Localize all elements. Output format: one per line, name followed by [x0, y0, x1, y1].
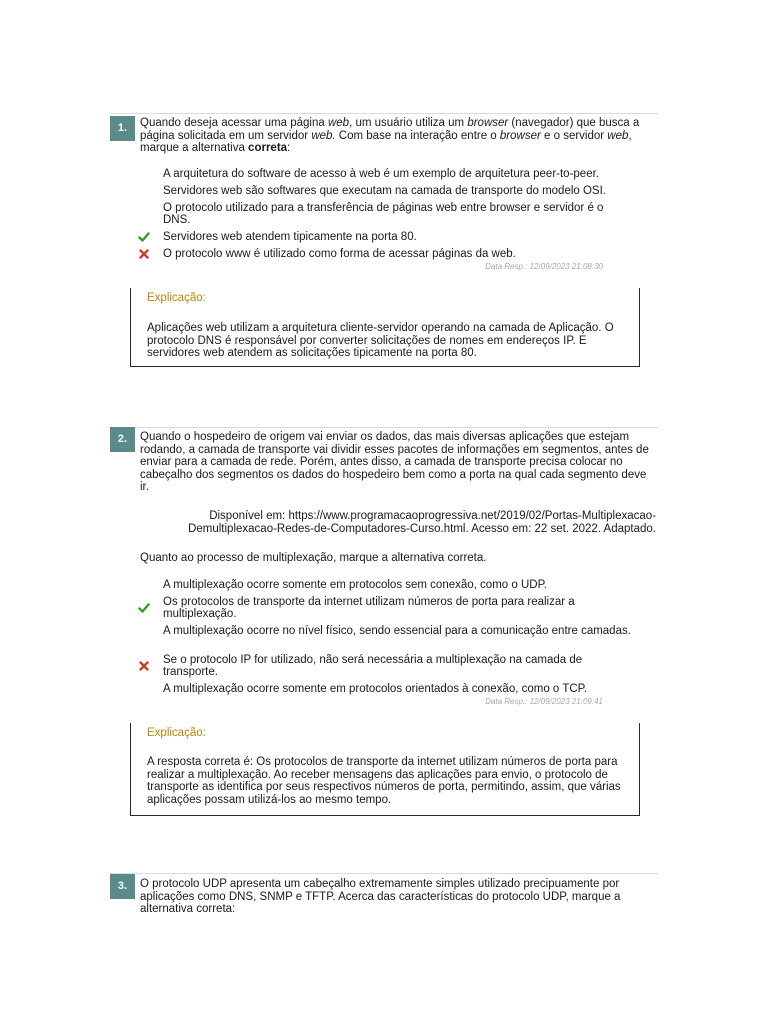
option-b[interactable]: Servidores web são softwares que executam na camada de transporte do modelo OSI. — [163, 185, 606, 197]
x-icon — [138, 660, 150, 672]
explanation-text: A resposta correta é: Os protocolos de transporte da internet utilizam números de porta para realizar a multiplexação. Ao receber mensagens das aplicações para envio, o protocolo de transporte as identifica por seus respectivos números de porta, permitindo, assim, que várias aplicações possam utilizá-los ao mesmo tempo. — [147, 756, 621, 806]
option-c[interactable]: A multiplexação ocorre no nível físico, sendo essencial para a comunicação entre camadas. — [163, 625, 631, 637]
question-statement: Quanto ao processo de multiplexação, marque a alternativa correta. — [140, 552, 487, 564]
explanation-title: Explicação: — [147, 727, 206, 739]
explanation-box — [130, 723, 640, 816]
option-d[interactable]: Se o protocolo IP for utilizado, não será necessária a multiplexação na camada de transporte. — [163, 654, 583, 679]
option-e[interactable]: O protocolo www é utilizado como forma de acessar páginas da web. — [163, 248, 516, 260]
source-citation: Disponível em: https://www.programacaoprogressiva.net/2019/02/Portas-Multiplexacao-Demultiplexacao-Redes-de-Computadores-Curso.html. Acesso em: 22 set. 2022. Adaptado. — [188, 510, 656, 535]
question-number: 2. — [110, 427, 135, 452]
option-a[interactable]: A multiplexação ocorre somente em protocolos sem conexão, como o UDP. — [163, 579, 547, 591]
question-prompt: Quando deseja acessar uma página web, um usuário utiliza um browser (navegador) que busca a página solicitada em um servidor web. Com base na interação entre o browser e o servidor web, marque a alternativa correta: — [140, 117, 640, 155]
option-d[interactable]: Servidores web atendem tipicamente na porta 80. — [163, 231, 417, 243]
question-divider — [110, 113, 658, 114]
question-number: 1. — [110, 116, 135, 141]
question-prompt: Quando o hospedeiro de origem vai enviar os dados, das mais diversas aplicações que estejam rodando, a camada de transporte vai dividir esses pacotes de informações em segmentos, antes de enviar para a camada de rede. Porém, antes disso, a camada de transporte precisa colocar no cabeçalho dos segmentos os dados do hospedeiro bem como a porta na qual cada segmento deve ir. — [140, 431, 649, 494]
option-e[interactable]: A multiplexação ocorre somente em protocolos orientados à conexão, como o TCP. — [163, 683, 588, 695]
option-b[interactable]: Os protocolos de transporte da internet utilizam números de porta para realizar a multiplexação. — [163, 596, 575, 621]
response-date: Data Resp.: 12/09/2023 21:08:30 — [485, 262, 603, 271]
question-divider — [110, 427, 658, 428]
check-icon — [138, 231, 150, 243]
question-number: 3. — [110, 874, 135, 899]
option-c[interactable]: O protocolo utilizado para a transferência de páginas web entre browser e servidor é o DNS. — [163, 202, 604, 227]
x-icon — [138, 248, 150, 260]
explanation-title: Explicação: — [147, 292, 206, 304]
option-a[interactable]: A arquitetura do software de acesso à web é um exemplo de arquitetura peer-to-peer. — [163, 168, 599, 180]
question-prompt: O protocolo UDP apresenta um cabeçalho extremamente simples utilizado precipuamente por aplicações como DNS, SNMP e TFTP. Acerca das características do protocolo UDP, marque a alternativa correta: — [140, 878, 621, 916]
question-divider — [110, 873, 658, 874]
explanation-text: Aplicações web utilizam a arquitetura cliente-servidor operando na camada de Aplicação. O protocolo DNS é responsável por converter solicitações de nomes em endereços IP. E servidores web atendem as solicitações tipicamente na porta 80. — [147, 322, 614, 360]
check-icon — [138, 602, 150, 614]
response-date: Data Resp.: 12/09/2023 21:09:41 — [485, 697, 603, 706]
explanation-box — [130, 288, 640, 367]
